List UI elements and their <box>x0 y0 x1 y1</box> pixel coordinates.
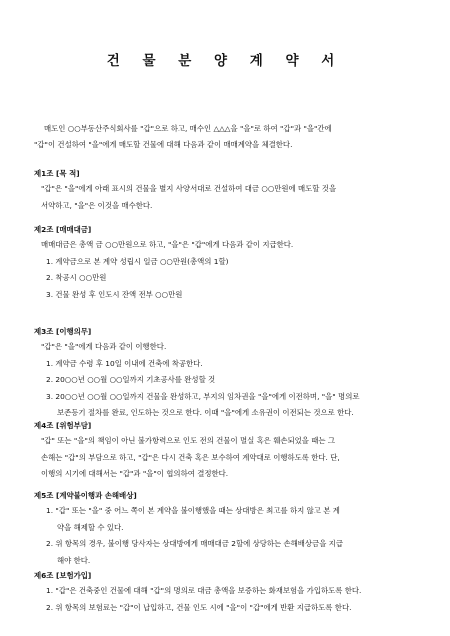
article-item: 3. 건물 완성 후 인도시 잔액 전부 ○○만원 <box>46 289 183 299</box>
article-heading: 제4조 [위험부담] <box>34 421 92 430</box>
article-text-line: 이행의 시기에 대해서는 "갑"과 "을"이 협의하여 결정한다. <box>41 469 229 478</box>
document-title: 건 물 분 양 계 약 서 <box>106 53 344 69</box>
article-text-line: "갑"은 "을"에게 아래 표시의 건물을 별지 사양서대로 건설하여 대금 ○○만원에 매도할 것을 <box>41 184 337 193</box>
article-text-line: 서약하고, "을"은 이것을 매수한다. <box>41 200 153 210</box>
article-heading: 제2조 [매매대금] <box>34 225 92 234</box>
article-item: 1. "갑"은 건축중인 건물에 대해 "갑"의 명의로 대금 총액을 보증하는 화재보험을 가입하도록 한다. <box>46 586 362 595</box>
article-item: 2. 20○○년 ○○월 ○○일까지 기초공사를 완성할 것 <box>46 375 216 384</box>
article-heading: 제1조 [목 적] <box>34 169 80 178</box>
article-5 <box>34 488 429 569</box>
article-4 <box>34 418 429 483</box>
article-heading: 제5조 [계약불이행과 손해배상] <box>34 491 137 500</box>
article-lead: 매매대금은 총액 금 ○○만원으로 하고, "을"은 "갑"에게 다음과 같이 지급한다. <box>41 240 294 249</box>
intro-line: 매도인 ○○부동산주식회사를 "갑"으로 하고, 매수인 △△△을 "을"로 하여 "갑"과 "을"간에 <box>44 124 332 133</box>
article-item: 2. 위 항목의 경우, 불이행 당사자는 상대방에게 매매대금 2할에 상당하는 손해배상금을 지급 <box>46 539 343 548</box>
article-item-continuation: 보존등기 절차를 완료, 인도하는 것으로 한다. 이때 "을"에게 소유권이 이전되는 것으로 한다. <box>57 408 354 417</box>
intro-paragraph <box>34 121 426 153</box>
article-item-continuation: 약을 해제할 수 있다. <box>57 522 124 532</box>
article-6 <box>34 568 429 616</box>
article-item: 2. 착공시 ○○만원 <box>46 273 107 282</box>
intro-line: "갑"이 건설하여 "을"에게 매도할 건물에 대해 다음과 같이 매매계약을 체결한다. <box>34 140 293 149</box>
article-text-line: "갑" 또는 "을"의 책임이 아닌 불가항력으로 인도 전의 건물이 멸실 혹은 훼손되었을 때는 그 <box>41 436 336 445</box>
article-3 <box>34 324 429 422</box>
article-heading: 제3조 [이행의무] <box>34 327 92 336</box>
article-heading: 제6조 [보험가입] <box>34 571 92 580</box>
article-1 <box>34 166 429 214</box>
article-item: 2. 위 항목의 보험료는 "갑"이 납입하고, 건물 인도 시에 "을"이 "갑"에게 반환 지급하도록 한다. <box>46 602 352 612</box>
article-2 <box>34 222 429 303</box>
article-item: 1. 계약금으로 본 계약 성립시 일금 ○○만원(총액의 1할) <box>46 256 229 266</box>
article-item: 1. "갑" 또는 "을" 중 어느 쪽이 본 계약을 불이행했을 때는 상대방은 최고를 하지 않고 본 계 <box>46 506 340 515</box>
article-text-line: 손해는 "갑"의 부담으로 하고, "갑"은 다시 건축 혹은 보수하여 계약대로 이행하도록 한다. 단, <box>41 452 340 462</box>
article-item: 3. 20○○년 ○○월 ○○일까지 건물을 완성하고, 부지의 임차권을 "을"에게 이전하며, "을" 명의로 <box>46 391 360 401</box>
article-item: 1. 계약금 수령 후 10일 이내에 건축에 착공한다. <box>46 358 203 368</box>
article-lead: "갑"은 "을"에게 다음과 같이 이행한다. <box>41 342 167 351</box>
article-item-continuation: 해야 한다. <box>57 555 91 565</box>
